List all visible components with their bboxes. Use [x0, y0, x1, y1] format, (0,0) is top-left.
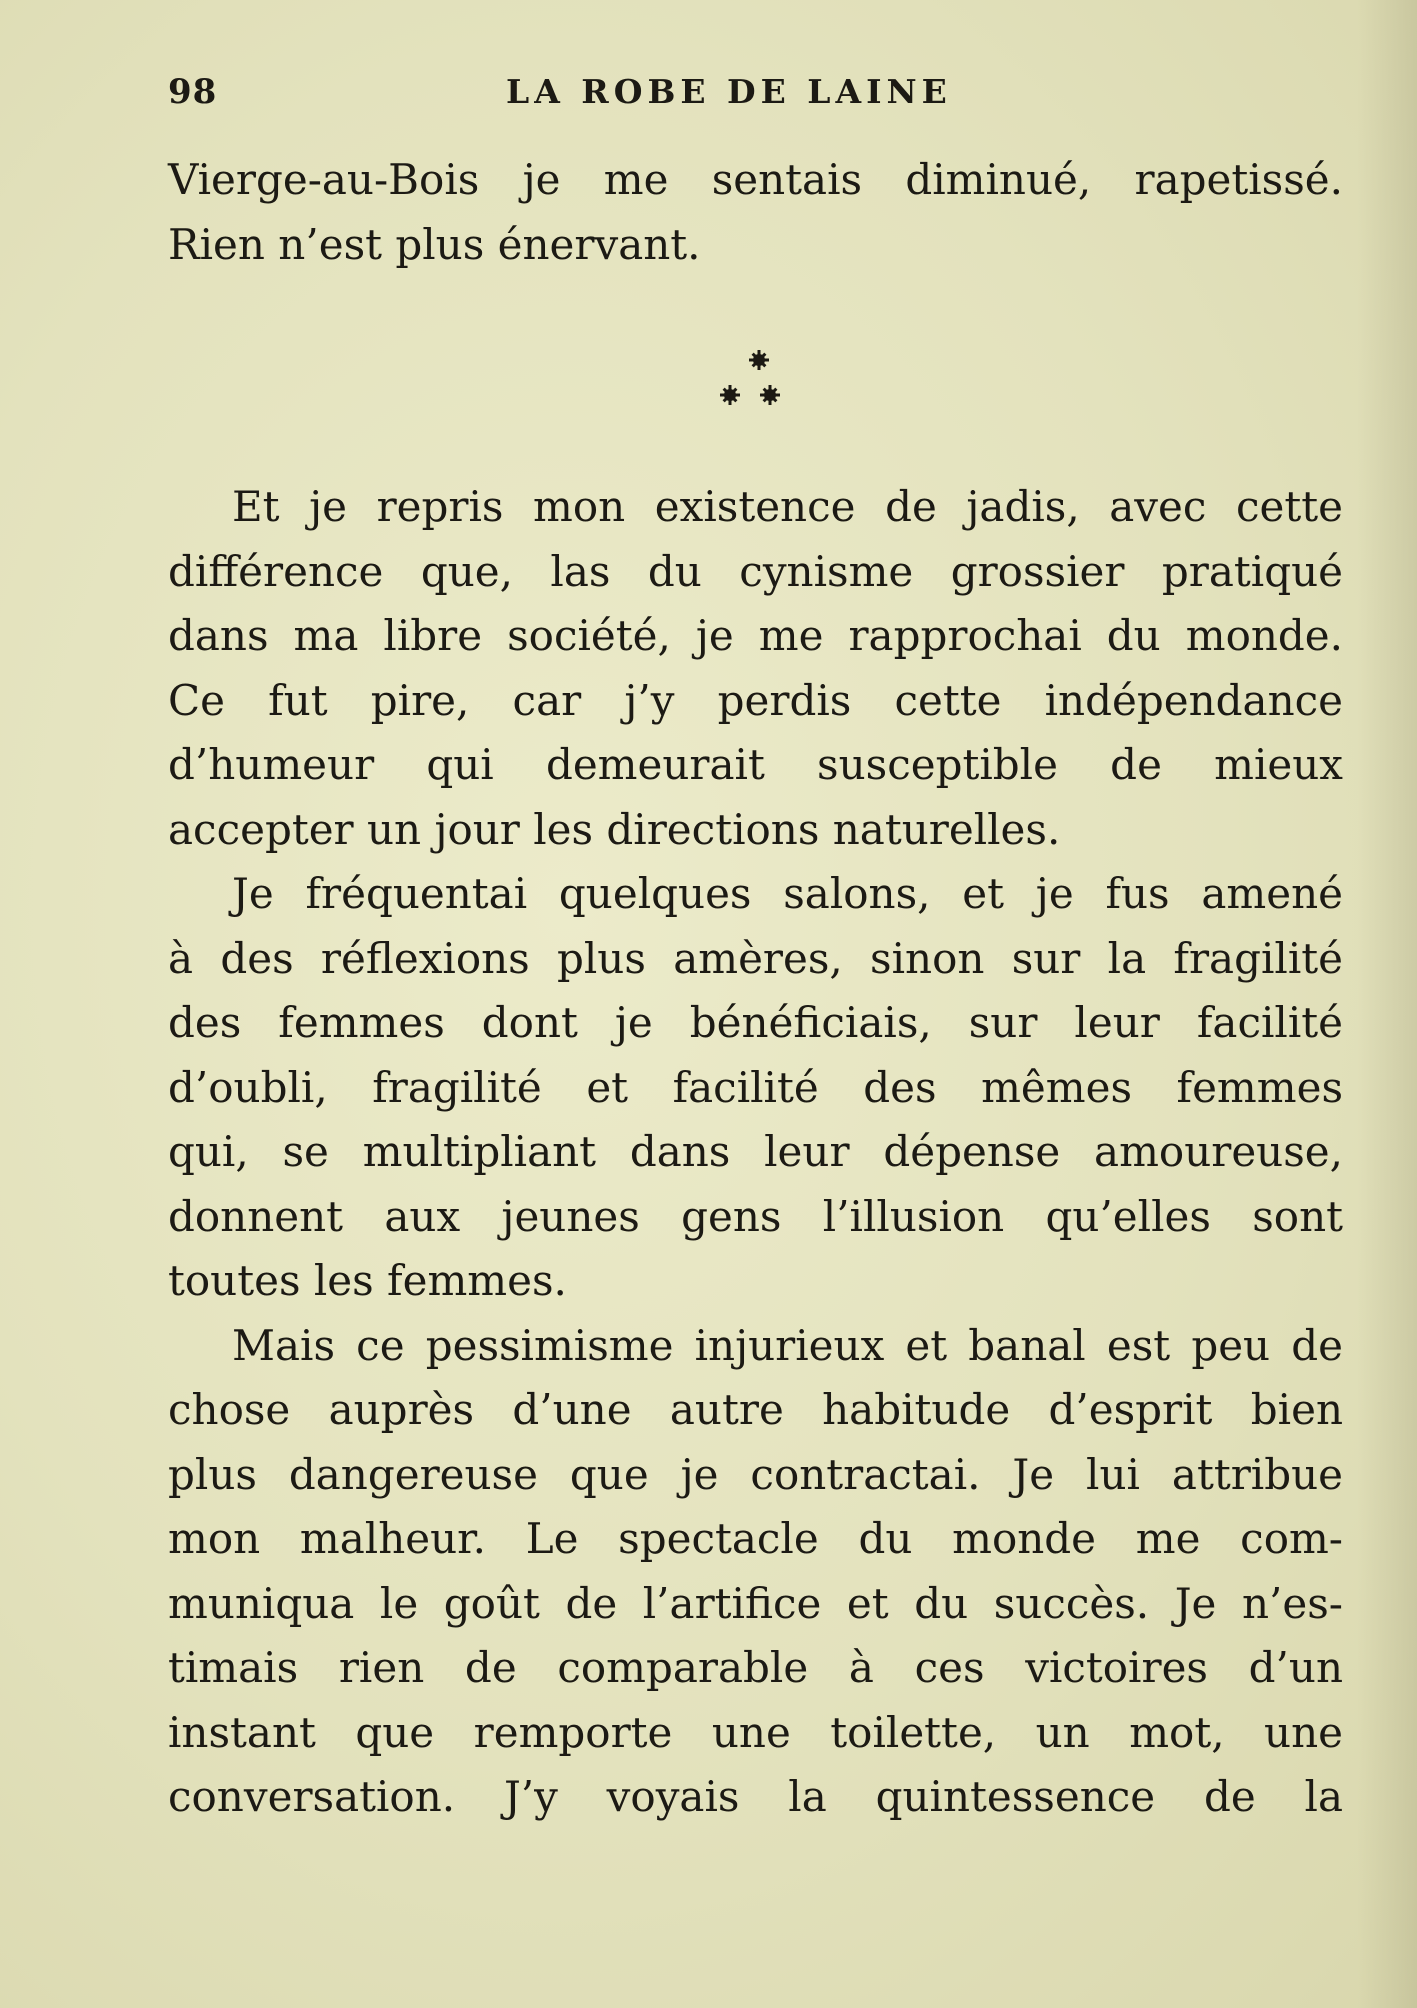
text-line: timais rien de comparable à ces victoires d’un [168, 1643, 1343, 1692]
text-line: à des réflexions plus amères, sinon sur la fragilité [168, 933, 1343, 983]
text-line: Rien n’est plus énervant. [168, 219, 701, 269]
text-line: Ce fut pire, car j’y perdis cette indépendance [168, 675, 1343, 725]
asterism-icon [700, 345, 780, 415]
text-line: des femmes dont je bénéficiais, sur leur facilité [168, 998, 1343, 1047]
text-line: Je fréquentai quelques salons, et je fus amené [232, 869, 1343, 918]
text-line: mon malheur. Le spectacle du monde me com- [168, 1514, 1343, 1563]
paragraph [168, 1314, 1343, 1830]
paragraph [168, 475, 1343, 862]
body-text [168, 475, 1343, 1830]
text-line: chose auprès d’une autre habitude d’esprit bien [168, 1385, 1343, 1434]
text-line: d’humeur qui demeurait susceptible de mieux [168, 740, 1343, 789]
paragraph [168, 862, 1343, 1314]
text-line: différence que, las du cynisme grossier pratiqué [168, 546, 1343, 596]
text-line: Et je repris mon existence de jadis, avec cette [232, 482, 1343, 531]
text-line: Mais ce pessimisme injurieux et banal est peu de [232, 1320, 1343, 1370]
text-line: donnent aux jeunes gens l’illusion qu’elles sont [168, 1191, 1343, 1241]
text-line: plus dangereuse que je contractai. Je lui attribue [168, 1449, 1343, 1499]
text-line: accepter un jour les directions naturelles. [168, 804, 1061, 854]
text-line: dans ma libre société, je me rapprochai du monde. [168, 611, 1343, 660]
text-line: conversation. J’y voyais la quintessence de la [168, 1772, 1343, 1821]
opening-text [168, 148, 1343, 277]
text-line: qui, se multipliant dans leur dépense amoureuse, [168, 1127, 1343, 1176]
running-title: LA ROBE DE LAINE [506, 72, 952, 111]
text-line: toutes les femmes. [168, 1256, 567, 1305]
text-line: Vierge-au-Bois je me sentais diminué, rapetissé. [168, 155, 1343, 204]
text-line: instant que remporte une toilette, un mot, une [168, 1707, 1343, 1757]
text-line: d’oubli, fragilité et facilité des mêmes femmes [168, 1062, 1343, 1112]
page-number: 98 [168, 72, 218, 112]
page-header [168, 72, 1018, 116]
text-line: muniqua le goût de l’artifice et du succès. Je n’es- [168, 1578, 1343, 1628]
